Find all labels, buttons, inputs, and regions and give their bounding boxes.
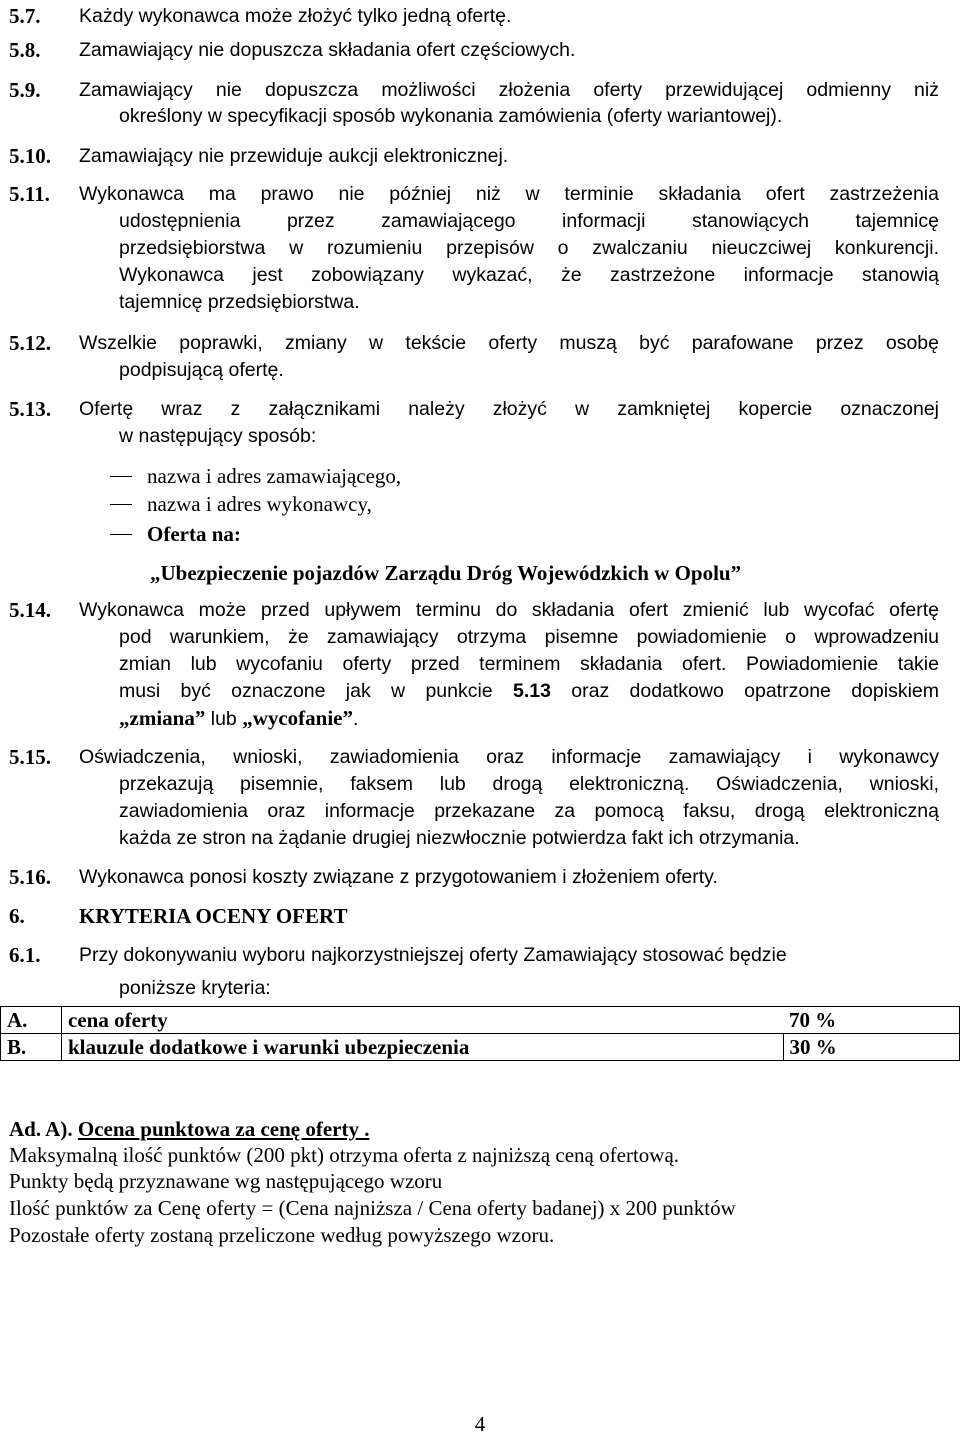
criteria-name: cena oferty bbox=[62, 1007, 784, 1034]
section-6-heading bbox=[9, 903, 348, 929]
item-5-11 bbox=[9, 181, 939, 313]
item-5-10 bbox=[9, 143, 509, 169]
item-number: 5.7. bbox=[9, 4, 41, 28]
item-text-line: Przy dokonywaniu wyboru najkorzystniejszej oferty Zamawiający stosować będzie bbox=[79, 944, 787, 966]
item-text-line: określony w specyfikacji sposób wykonania zamówienia (oferty wariantowej). bbox=[119, 105, 783, 127]
item-5-7 bbox=[9, 3, 512, 29]
item-text-line: w następujący sposób: bbox=[119, 425, 317, 447]
item-5-12 bbox=[9, 330, 939, 381]
item-number: 5.14. bbox=[9, 598, 51, 622]
table-row bbox=[1, 1007, 960, 1034]
dash-list-item: nazwa i adres zamawiającego, bbox=[110, 463, 401, 489]
item-text-line: przedsiębiorstwa w rozumieniu przepisów o zwalczaniu nieuczciwej konkurencji. bbox=[119, 237, 939, 259]
item-number: 5.10. bbox=[9, 144, 51, 168]
item-text-line: musi być oznaczone jak w punkcie 5.13 oraz dodatkowo opatrzone dopiskiem bbox=[119, 680, 939, 702]
item-text-line: Zamawiający nie dopuszcza możliwości złożenia oferty przewidującej odmienny niż bbox=[79, 79, 939, 101]
ad-a-title: Ocena punktowa za cenę oferty . bbox=[77, 1117, 370, 1141]
item-text-line: Wykonawca ma prawo nie później niż w terminie składania ofert zastrzeżenia bbox=[79, 183, 939, 205]
item-text-line: Wykonawca może przed upływem terminu do składania ofert zmienić lub wycofać ofertę bbox=[79, 599, 939, 621]
item-text-line: pod warunkiem, że zamawiający otrzyma pisemne powiadomienie o wprowadzeniu bbox=[119, 626, 939, 648]
section-title: KRYTERIA OCENY OFERT bbox=[79, 904, 348, 928]
criteria-weight: 30 % bbox=[783, 1034, 960, 1061]
item-5-14 bbox=[9, 597, 939, 730]
item-number: 5.12. bbox=[9, 331, 51, 355]
item-text-line: Wszelkie poprawki, zmiany w tekście oferty muszą być parafowane przez osobę bbox=[79, 332, 939, 354]
item-text-line: Ofertę wraz z załącznikami należy złożyć w zamkniętej kopercie oznaczonej bbox=[79, 398, 939, 420]
item-text-line: udostępnienia przez zamawiającego informacji stanowiących tajemnicę bbox=[119, 210, 939, 232]
dash-bullet-icon bbox=[110, 504, 132, 505]
page-number: 4 bbox=[474, 1412, 486, 1436]
paragraph: Pozostałe oferty zostaną przeliczone według powyższego wzoru. bbox=[9, 1223, 555, 1247]
item-5-13 bbox=[9, 396, 939, 447]
dash-bullet-icon bbox=[110, 534, 132, 535]
criteria-name: klauzule dodatkowe i warunki ubezpieczenia bbox=[62, 1034, 784, 1061]
item-text-line: przekazują pisemnie, faksem lub drogą elektroniczną. Oświadczenia, wnioski, bbox=[119, 773, 939, 795]
criteria-letter: A. bbox=[1, 1007, 62, 1034]
item-text-line: każda ze stron na żądanie drugiej niezwłocznie potwierdza fakt ich otrzymania. bbox=[119, 827, 800, 849]
item-number: 5.13. bbox=[9, 397, 51, 421]
dash-list-item: Oferta na: bbox=[110, 521, 241, 547]
item-text-line: zmian lub wycofaniu oferty przed terminem składania ofert. Powiadomienie takie bbox=[119, 653, 939, 675]
item-number: 5.15. bbox=[9, 745, 51, 769]
paragraph: Punkty będą przyznawane wg następującego wzoru bbox=[9, 1169, 443, 1193]
dash-list-item: nazwa i adres wykonawcy, bbox=[110, 491, 372, 517]
item-text-line: Oświadczenia, wnioski, zawiadomienia oraz informacje zamawiający i wykonawcy bbox=[79, 746, 939, 768]
offer-title: „Ubezpieczenie pojazdów Zarządu Dróg Wojewódzkich w Opolu” bbox=[150, 561, 742, 585]
item-number: 5.11. bbox=[9, 182, 50, 206]
item-text-line: poniższe kryteria: bbox=[119, 977, 271, 999]
item-6-1 bbox=[9, 942, 939, 999]
criteria-table bbox=[0, 1006, 960, 1061]
item-text: Wykonawca ponosi koszty związane z przygotowaniem i złożeniem oferty. bbox=[79, 866, 718, 888]
criteria-letter: B. bbox=[1, 1034, 62, 1061]
item-text: Każdy wykonawca może złożyć tylko jedną ofertę. bbox=[79, 5, 512, 27]
item-5-15 bbox=[9, 744, 939, 849]
item-number: 5.8. bbox=[9, 38, 41, 62]
item-text-line: zawiadomienia oraz informacje przekazane za pomocą faksu, drogą elektroniczną bbox=[119, 800, 939, 822]
item-5-16 bbox=[9, 864, 718, 890]
table-row bbox=[1, 1034, 960, 1061]
dash-bullet-icon bbox=[110, 476, 132, 477]
item-number: 5.9. bbox=[9, 78, 41, 102]
item-text-line: podpisującą ofertę. bbox=[119, 359, 284, 381]
item-number: 6.1. bbox=[9, 943, 41, 967]
item-text-line: tajemnicę przedsiębiorstwa. bbox=[119, 291, 360, 313]
item-5-8 bbox=[9, 37, 576, 63]
item-text-line: Wykonawca jest zobowiązany wykazać, że zastrzeżone informacje stanowią bbox=[119, 264, 939, 286]
ad-a-heading: Ad. A). Ocena punktowa za cenę oferty . bbox=[9, 1117, 370, 1141]
item-text: Zamawiający nie dopuszcza składania ofert częściowych. bbox=[79, 39, 576, 61]
item-5-9 bbox=[9, 77, 939, 127]
item-text: Zamawiający nie przewiduje aukcji elektronicznej. bbox=[79, 145, 509, 167]
paragraph: Ilość punktów za Cenę oferty = (Cena najniższa / Cena oferty badanej) x 200 punktów bbox=[9, 1196, 736, 1220]
item-text-line: „zmiana” lub „wycofanie”. bbox=[119, 706, 359, 730]
criteria-weight: 70 % bbox=[783, 1007, 960, 1034]
paragraph: Maksymalną ilość punktów (200 pkt) otrzyma oferta z najniższą ceną ofertową. bbox=[9, 1143, 680, 1167]
section-number: 6. bbox=[9, 904, 25, 928]
item-number: 5.16. bbox=[9, 865, 51, 889]
